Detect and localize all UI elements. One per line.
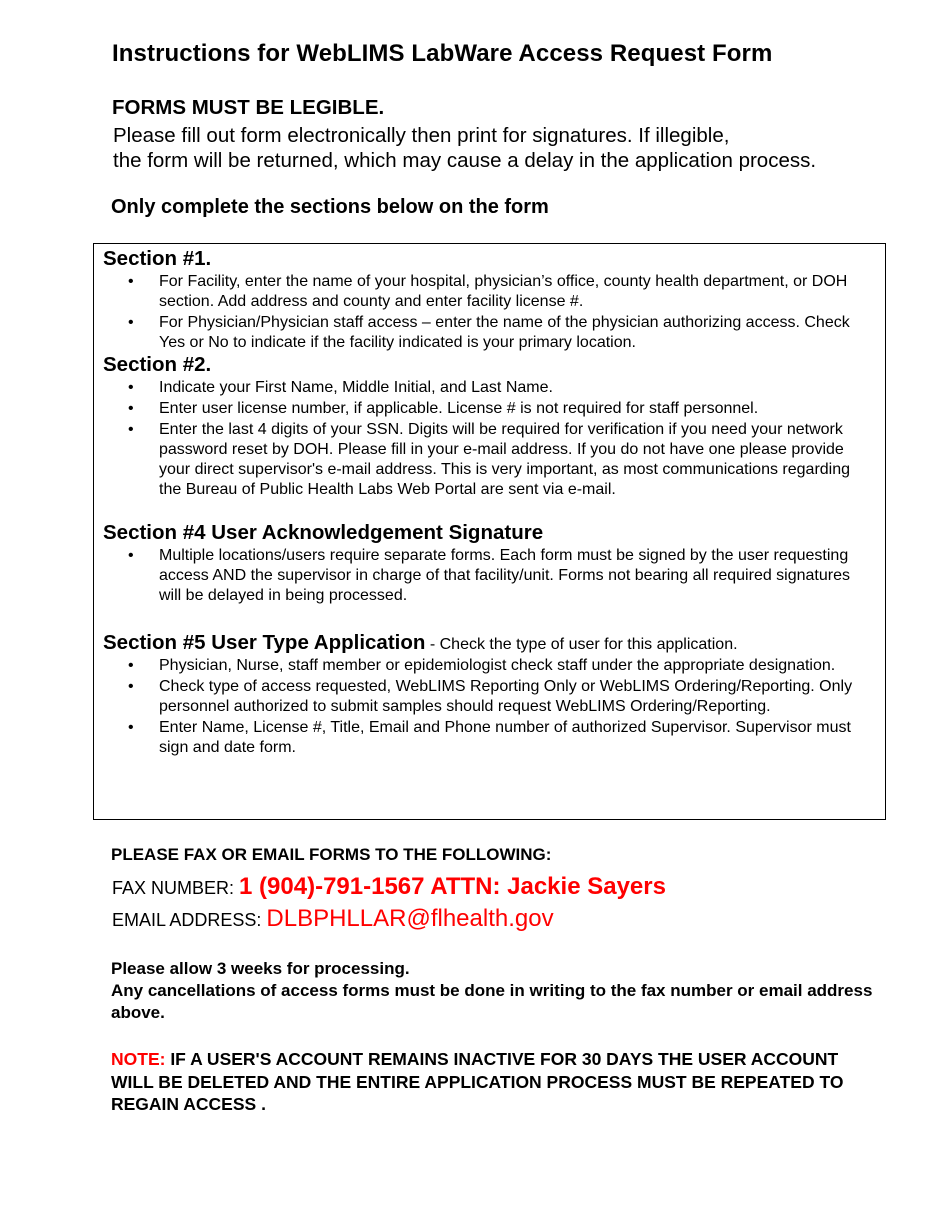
processing-info [111, 958, 881, 1024]
note-label: NOTE: [111, 1049, 171, 1069]
list-item: • For Facility, enter the name of your hospital, physician’s office, county health department, or DOH section. Add address and county and enter facility license #. [128, 272, 863, 312]
section-2-heading: Section #2. [103, 353, 212, 376]
section-5-list [128, 656, 863, 759]
legible-line-1: Please fill out form electronically then print for signatures. If illegible, [113, 124, 730, 147]
list-item: • Enter the last 4 digits of your SSN. Digits will be required for verification if you need your network password reset by DOH. Please fill in your e-mail address. If you do not have one please provide your direct supervisor's e-mail address. This is very important, as most communications regarding the Bureau of Public Health Labs Web Portal are sent via e-mail. [128, 420, 863, 500]
inactivity-note [111, 1048, 881, 1116]
only-complete-heading: Only complete the sections below on the form [111, 196, 549, 218]
list-item: • Enter user license number, if applicable. License # is not required for staff personnel. [128, 399, 863, 419]
list-item: • Check type of access requested, WebLIMS Reporting Only or WebLIMS Ordering/Reporting. Only personnel authorized to submit samples should request WebLIMS Ordering/Reporting. [128, 677, 863, 717]
list-item: • For Physician/Physician staff access – enter the name of the physician authorizing access. Check Yes or No to indicate if the facility indicated is your primary location. [128, 313, 863, 353]
section-2-list [128, 378, 863, 501]
section-1-list [128, 272, 863, 354]
note-text: IF A USER'S ACCOUNT REMAINS INACTIVE FOR 30 DAYS THE USER ACCOUNT WILL BE DELETED AND THE ENTIRE APPLICATION PROCESS MUST BE REPEATED TO REGAIN ACCESS . [111, 1049, 844, 1114]
list-item: • Physician, Nurse, staff member or epidemiologist check staff under the appropriate designation. [128, 656, 863, 676]
section-4-heading: Section #4 User Acknowledgement Signature [103, 521, 544, 544]
cancellation-info: Any cancellations of access forms must be done in writing to the fax number or email address above. [111, 981, 873, 1022]
fax-label: FAX NUMBER: [112, 878, 240, 898]
page-title: Instructions for WebLIMS LabWare Access Request Form [112, 40, 773, 67]
list-item: • Indicate your First Name, Middle Initial, and Last Name. [128, 378, 863, 398]
legible-heading: FORMS MUST BE LEGIBLE. [112, 96, 385, 119]
fax-email-heading: PLEASE FAX OR EMAIL FORMS TO THE FOLLOWING: [111, 845, 552, 864]
email-address-value: DLBPHLLAR@flhealth.gov [266, 905, 554, 932]
section-5-note: - Check the type of user for this application. [425, 636, 738, 653]
legible-instructions [113, 123, 816, 173]
section-4-list [128, 546, 863, 607]
section-5-title: Section #5 User Type Application [103, 631, 426, 654]
list-item: • Enter Name, License #, Title, Email and Phone number of authorized Supervisor. Supervisor must sign and date form. [128, 718, 863, 758]
fax-number-line [112, 873, 666, 901]
legible-line-2: the form will be returned, which may cause a delay in the application process. [113, 149, 817, 172]
section-1-heading: Section #1. [103, 247, 212, 270]
sections-box [93, 243, 886, 820]
email-label: EMAIL ADDRESS: [112, 910, 267, 930]
processing-time: Please allow 3 weeks for processing. [111, 959, 410, 978]
section-5-heading [103, 631, 738, 655]
list-item: • Multiple locations/users require separate forms. Each form must be signed by the user requesting access AND the supervisor in charge of that facility/unit. Forms not bearing all required signatures will be delayed in being processed. [128, 546, 863, 606]
email-address-line [112, 905, 554, 933]
fax-number-value: 1 (904)-791-1567 ATTN: Jackie Sayers [239, 873, 666, 900]
